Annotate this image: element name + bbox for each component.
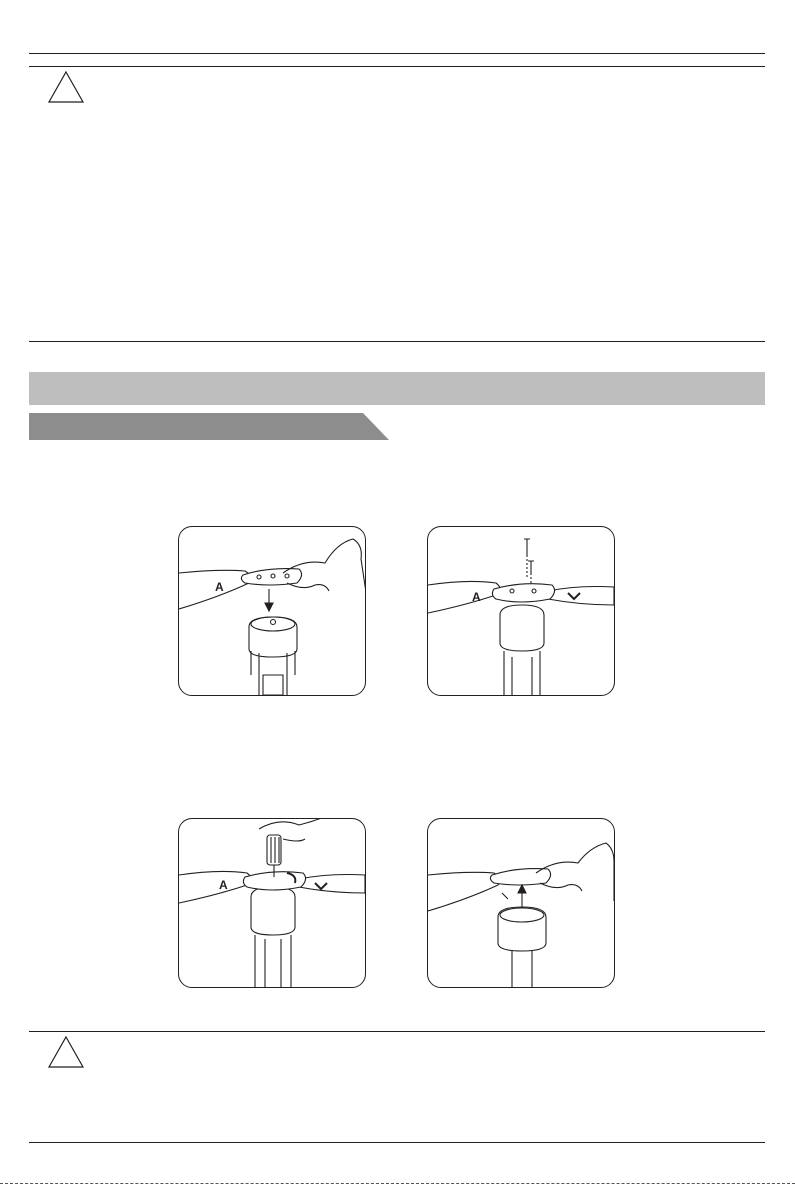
propeller-screws-illustration (428, 527, 614, 695)
blade-letter: A (215, 580, 224, 594)
warning-triangle-icon (47, 1035, 85, 1069)
figure-panel-remove (427, 818, 615, 988)
figure-panel-screws (427, 526, 615, 696)
bottom-warning-top-rule (29, 1031, 765, 1032)
subsection-header-tab (29, 413, 389, 440)
figure-panel-screwdriver (178, 818, 366, 988)
crop-line (0, 1183, 795, 1184)
warning-block-bottom-rule (29, 341, 765, 342)
section-header-band (29, 372, 765, 405)
propeller-attach-illustration (179, 527, 365, 695)
top-rule (29, 53, 765, 54)
propeller-remove-illustration (428, 819, 614, 987)
warning-triangle-icon (47, 70, 85, 104)
warning-block-top-rule (29, 66, 765, 67)
figure-panel-attach (178, 526, 366, 696)
blade-letter: A (219, 878, 228, 892)
blade-letter: A (472, 590, 481, 604)
propeller-screwdriver-illustration (179, 819, 365, 987)
bottom-warning-bottom-rule (29, 1142, 765, 1143)
